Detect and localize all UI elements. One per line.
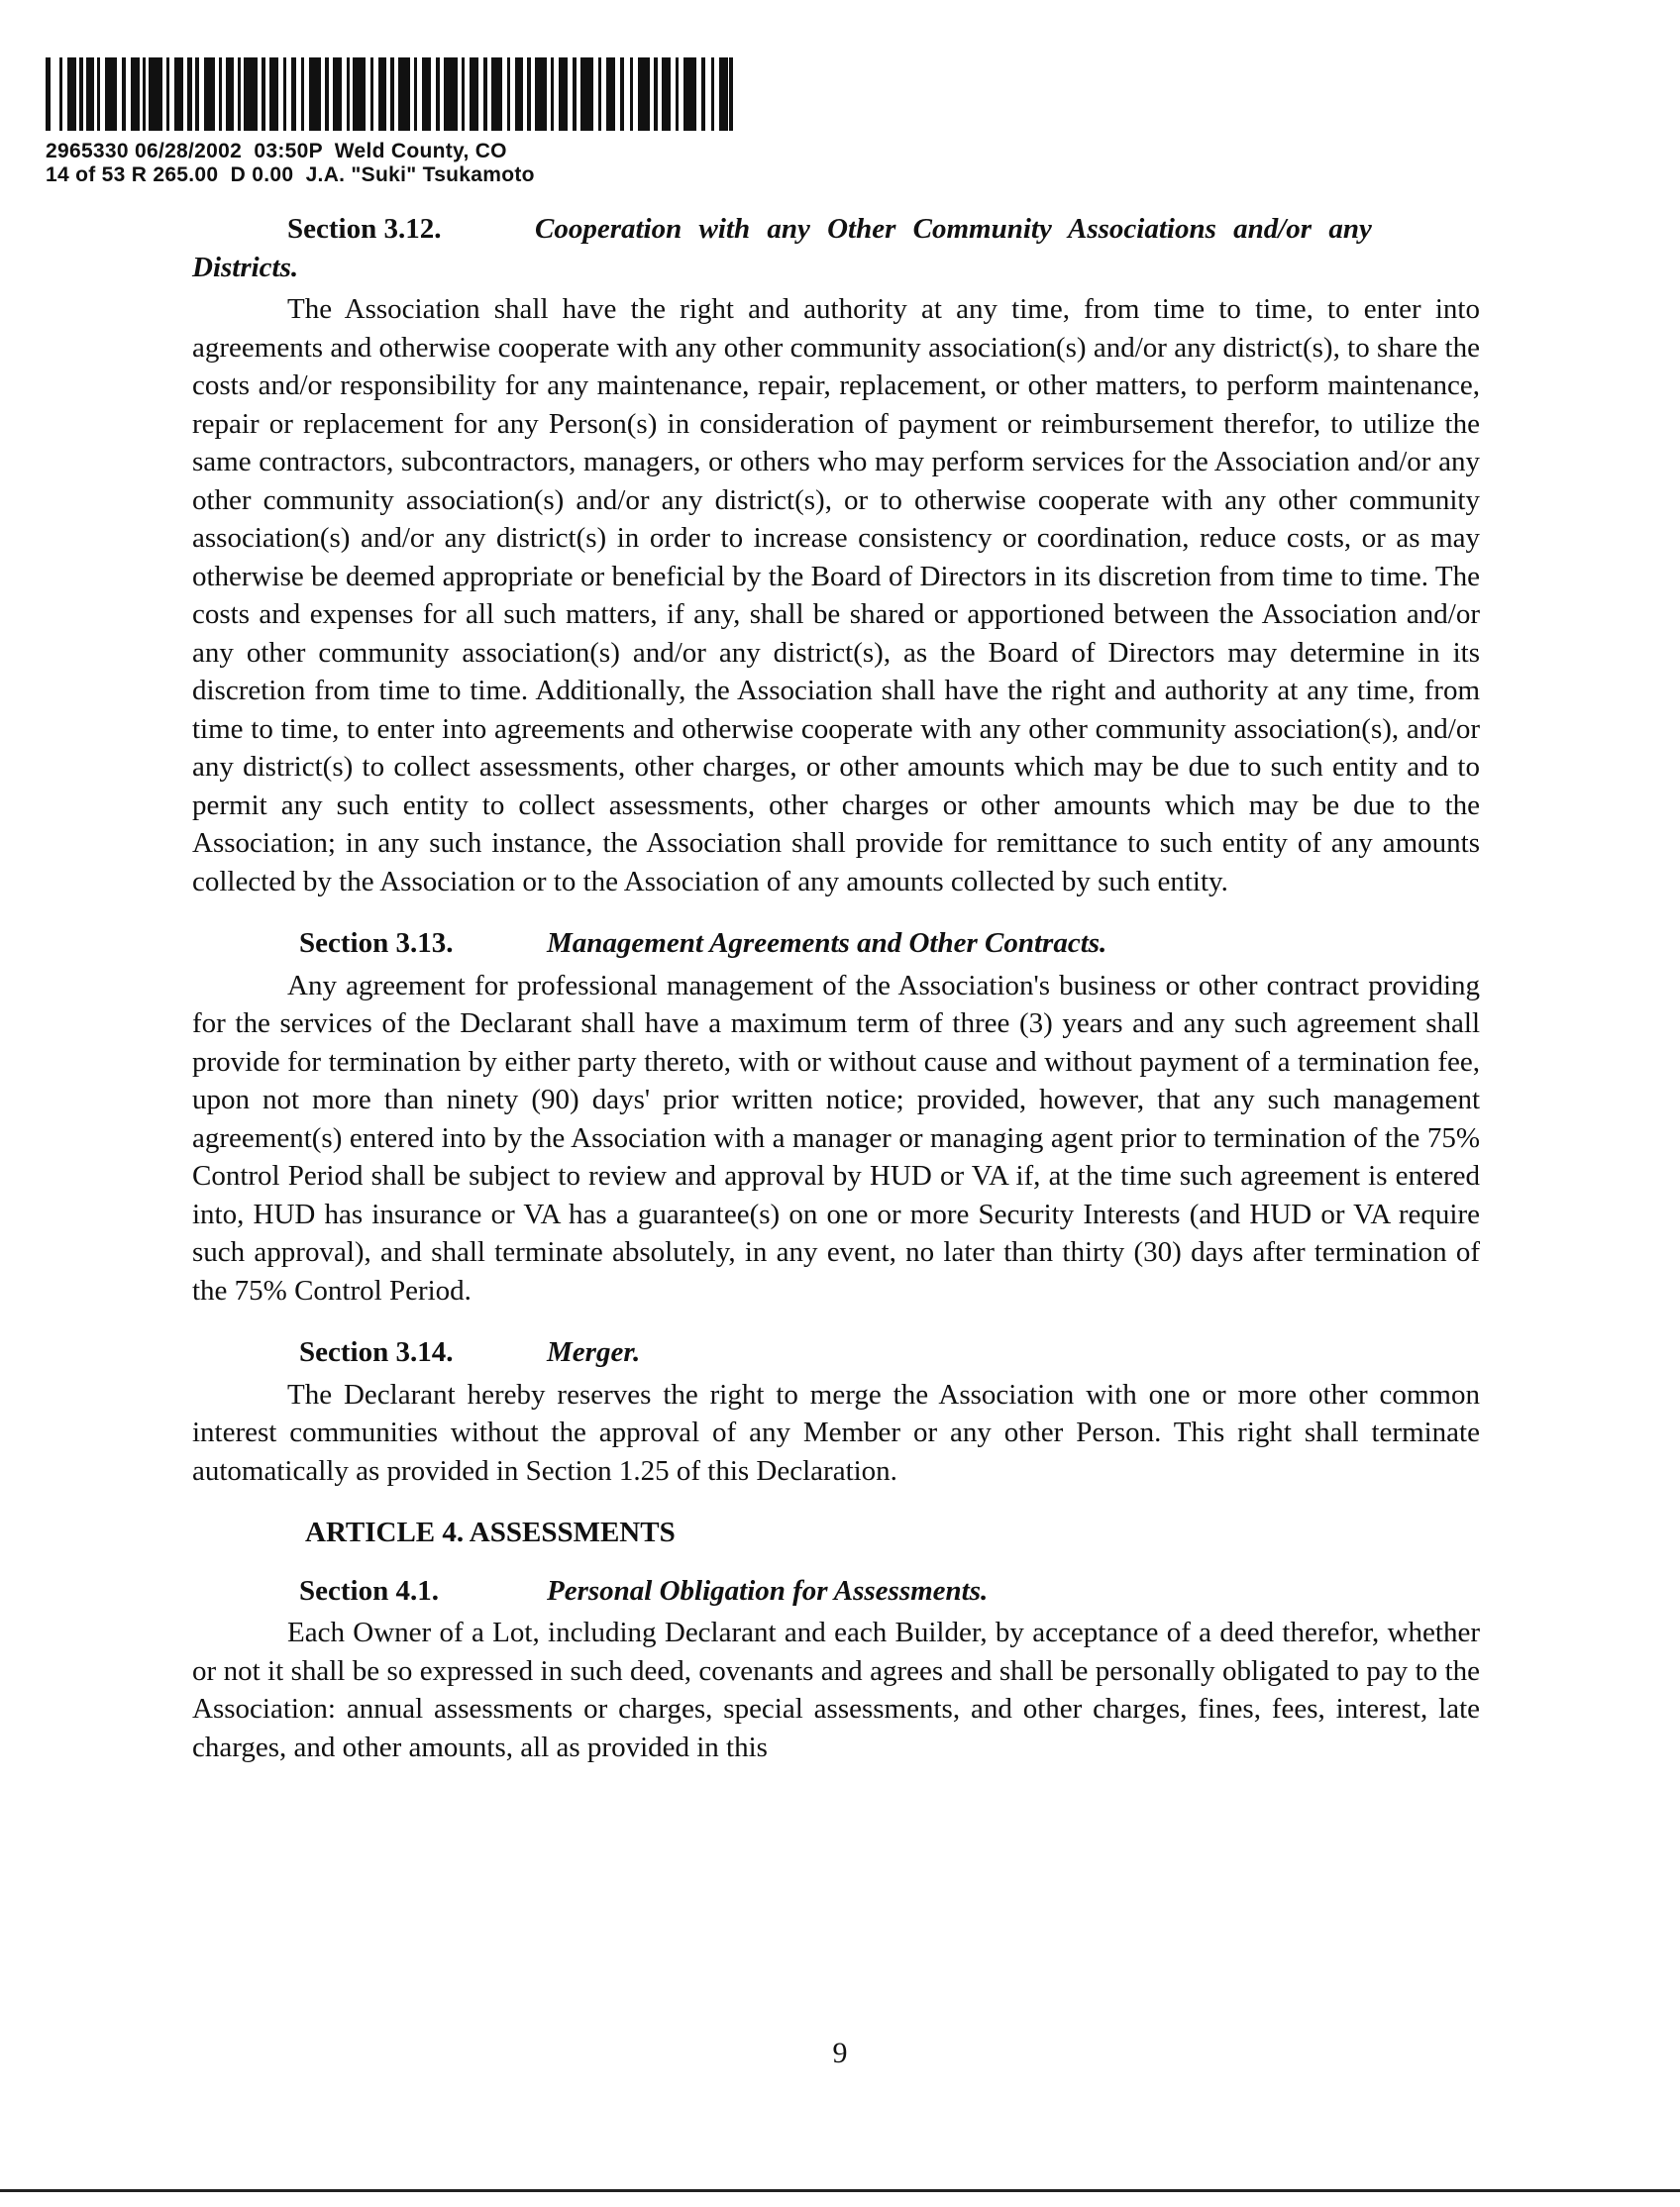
section-title: Cooperation with any Other Community Associations and/or any (535, 213, 1372, 245)
section-heading (192, 1333, 1480, 1372)
section-heading (192, 210, 1480, 249)
section-title: Merger. (547, 1336, 641, 1368)
recording-fee-line: 14 of 53 R 265.00 D 0.00 J.A. "Suki" Tsukamoto (46, 163, 535, 186)
section-number: Section 3.12. (287, 213, 442, 245)
section-paragraph: Any agreement for professional management of the Association's business or other contract providing for the services of the Declarant shall have a maximum term of three (3) years and any such agreement shall provide for termination by either party thereto, with or without cause and without payment of a termination fee, upon not more than ninety (90) days' prior written notice; provided, however, that any such management agreement(s) entered into by the Association with a manager or managing agent prior to termination of the 75% Control Period shall be subject to review and approval by HUD or VA if, at the time such agreement is entered into, HUD has insurance or VA has a guarantee(s) on one or more Security Interests (and HUD or VA require such approval), and shall terminate absolutely, in any event, no later than thirty (30) days after termination of the 75% Control Period. (192, 969, 1480, 1307)
section-title: Personal Obligation for Assessments. (547, 1574, 989, 1607)
section-title: Management Agreements and Other Contracts. (547, 927, 1107, 959)
section-paragraph: Each Owner of a Lot, including Declarant and each Builder, by acceptance of a deed therefor, whether or not it shall be so expressed in such deed, covenants and agrees and shall be personally obligated to pay to the Association: annual assessments or charges, special assessments, and other charges, fines, fees, interest, late charges, and other amounts, all as provided in this (192, 1617, 1480, 1763)
section-heading (192, 924, 1480, 963)
section-title-continued: Districts. (192, 251, 299, 283)
section-number: Section 4.1. (299, 1574, 439, 1607)
article-heading: ARTICLE 4. ASSESSMENTS (305, 1517, 676, 1548)
section-number: Section 3.13. (299, 927, 454, 959)
barcode-icon (46, 57, 733, 131)
bottom-rule (0, 2189, 1680, 2192)
recording-info-line: 2965330 06/28/2002 03:50P Weld County, CO (46, 140, 507, 162)
section-paragraph: The Declarant hereby reserves the right to merge the Association with one or more other common interest communities without the approval of any Member or any other Person. This right shall terminate automatically as provided in Section 1.25 of this Declaration. (192, 1378, 1480, 1487)
section-number: Section 3.14. (299, 1336, 454, 1368)
document-body (192, 210, 1480, 1766)
section-heading (192, 1572, 1480, 1611)
page-number: 9 (832, 2037, 848, 2069)
section-paragraph: The Association shall have the right and authority at any time, from time to time, to enter into agreements and otherwise cooperate with any other community association(s) and/or any district(s), to share the costs and/or responsibility for any maintenance, repair, replacement, or other matters, to perform maintenance, repair or replacement for any Person(s) in consideration of payment or reimbursement therefor, to utilize the same contractors, subcontractors, managers, or others who may perform services for the Association and/or any other community association(s) and/or any district(s), or to otherwise cooperate with any other community association(s) and/or any district(s) in order to increase consistency or coordination, reduce costs, or as may otherwise be deemed appropriate or beneficial by the Board of Directors in its discretion from time to time. The costs and expenses for all such matters, if any, shall be shared or apportioned between the Association and/or any other community association(s) and/or any district(s), as the Board of Directors may determine in its discretion from time to time. Additionally, the Association shall have the right and authority at any time, from time to time, to enter into agreements and otherwise cooperate with any other community association(s), and/or any district(s) to collect assessments, other charges, or other amounts which may be due to such entity and to permit any such entity to collect assessments, other charges or other amounts which may be due to the Association; in any such instance, the Association shall provide for remittance to such entity of any amounts collected by the Association or to the Association of any amounts collected by such entity. (192, 293, 1480, 897)
recording-stamp (46, 57, 733, 187)
